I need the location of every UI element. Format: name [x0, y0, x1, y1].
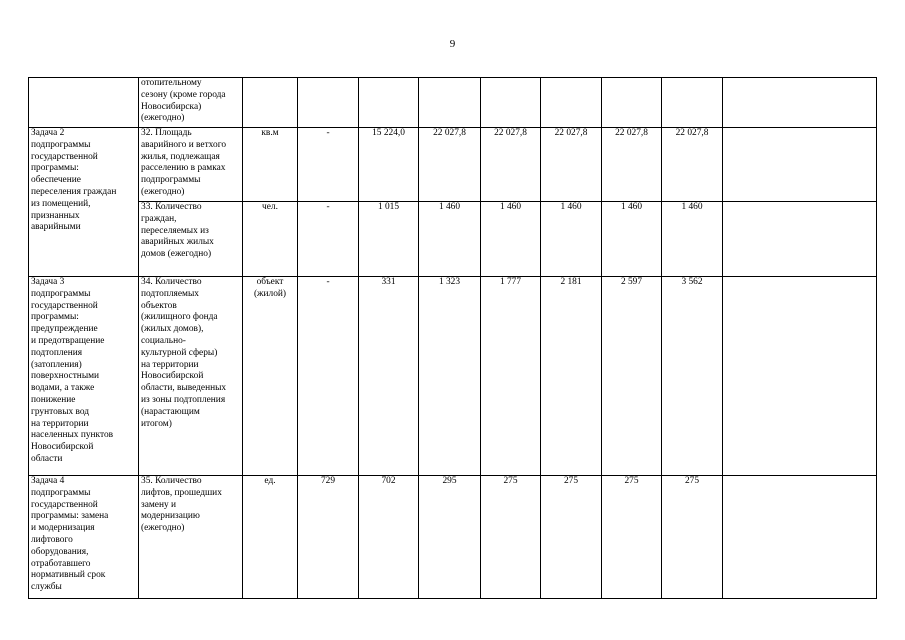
value-cell	[723, 277, 877, 476]
value-cell	[359, 78, 419, 128]
table-row	[29, 202, 877, 277]
unit-cell	[243, 78, 298, 128]
value-cell: 275	[662, 476, 723, 599]
indicator-cell: 32. Площадь аварийного и ветхого жилья, подлежащая расселению в рамках подпрограммы (ежегодно)	[139, 128, 243, 202]
value-cell: 22 027,8	[602, 128, 662, 202]
value-cell: 3 562	[662, 277, 723, 476]
table-row	[29, 128, 877, 202]
page-number: 9	[449, 38, 456, 50]
unit-cell: чел.	[243, 202, 298, 277]
value-cell	[419, 78, 481, 128]
value-cell	[723, 202, 877, 277]
value-cell: 275	[602, 476, 662, 599]
indicator-cell: 34. Количество подтопляемых объектов (жилищного фонда (жилых домов), социально- культурной сферы) на территории Новосибирской области, выведенных из зоны подтопления (нарастающим итогом)	[139, 277, 243, 476]
value-cell	[723, 78, 877, 128]
task-cell: Задача 4 подпрограммы государственной программы: замена и модернизация лифтового оборудования, отработавшего нормативный срок службы	[29, 476, 139, 599]
value-cell: 22 027,8	[662, 128, 723, 202]
value-cell: 1 015	[359, 202, 419, 277]
unit-cell: ед.	[243, 476, 298, 599]
task-cell: Задача 3 подпрограммы государственной программы: предупреждение и предотвращение подтопления (затопления) поверхностными водами, а также понижение грунтовых вод на территории населенных пунктов Новосибирской области	[29, 277, 139, 476]
value-cell: 275	[481, 476, 541, 599]
indicator-cell: 33. Количество граждан, переселяемых из аварийных жилых домов (ежегодно)	[139, 202, 243, 277]
value-cell: 22 027,8	[541, 128, 602, 202]
value-cell: -	[298, 128, 359, 202]
value-cell	[541, 78, 602, 128]
value-cell: 1 460	[602, 202, 662, 277]
value-cell	[662, 78, 723, 128]
indicator-cell: отопительному сезону (кроме города Новосибирска) (ежегодно)	[139, 78, 243, 128]
value-cell: 22 027,8	[481, 128, 541, 202]
indicator-cell: 35. Количество лифтов, прошедших замену и модернизацию (ежегодно)	[139, 476, 243, 599]
value-cell: 1 323	[419, 277, 481, 476]
table-row	[29, 277, 877, 476]
value-cell: -	[298, 202, 359, 277]
value-cell: 1 460	[419, 202, 481, 277]
value-cell	[723, 476, 877, 599]
value-cell: 1 460	[481, 202, 541, 277]
value-cell: 729	[298, 476, 359, 599]
value-cell: 295	[419, 476, 481, 599]
value-cell: 15 224,0	[359, 128, 419, 202]
value-cell	[298, 78, 359, 128]
value-cell: 1 460	[662, 202, 723, 277]
value-cell	[481, 78, 541, 128]
unit-cell: объект (жилой)	[243, 277, 298, 476]
unit-cell: кв.м	[243, 128, 298, 202]
value-cell: -	[298, 277, 359, 476]
value-cell: 275	[541, 476, 602, 599]
table-row	[29, 476, 877, 599]
value-cell	[602, 78, 662, 128]
value-cell: 331	[359, 277, 419, 476]
value-cell: 2 181	[541, 277, 602, 476]
value-cell: 1 777	[481, 277, 541, 476]
task-cell	[29, 78, 139, 128]
indicators-table	[28, 77, 877, 599]
value-cell: 1 460	[541, 202, 602, 277]
value-cell: 2 597	[602, 277, 662, 476]
value-cell: 22 027,8	[419, 128, 481, 202]
value-cell: 702	[359, 476, 419, 599]
value-cell	[723, 128, 877, 202]
task-cell: Задача 2 подпрограммы государственной программы: обеспечение переселения граждан из помещений, признанных аварийными	[29, 128, 139, 277]
table-row	[29, 78, 877, 128]
